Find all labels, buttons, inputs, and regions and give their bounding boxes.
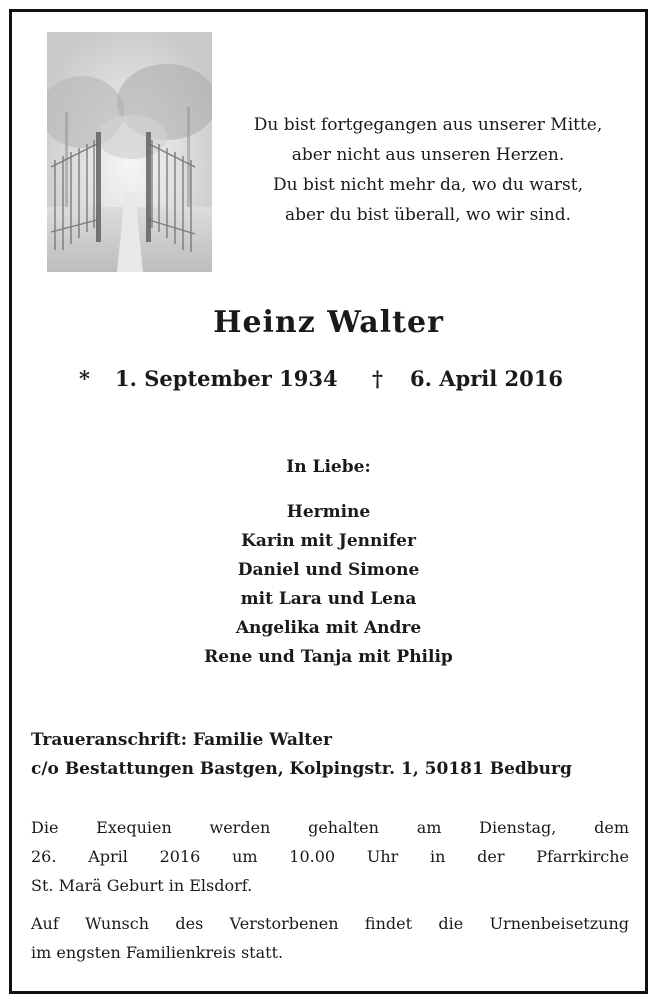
death-date: 6. April 2016 — [410, 366, 563, 391]
notice-line: St. Marä Geburt in Elsdorf. — [31, 876, 253, 895]
mourner-name: Karin mit Jennifer — [241, 531, 416, 551]
mourners-heading: In Liebe: — [286, 457, 371, 477]
mourner-name: Hermine — [286, 502, 371, 522]
poem-line: Du bist fortgegangen aus unserer Mitte, — [253, 115, 603, 135]
deceased-name: Heinz Walter — [213, 305, 444, 340]
poem — [218, 110, 638, 230]
birth-date-line — [79, 366, 338, 391]
address-line-2: c/o Bestattungen Bastgen, Kolpingstr. 1, 50181 Bedburg — [31, 759, 572, 779]
notice-line: im engsten Familienkreis statt. — [31, 943, 284, 962]
mourning-address — [31, 726, 631, 784]
poem-line: aber du bist überall, wo wir sind. — [284, 205, 572, 225]
notice-line: 26. April 2016 um 10.00 Uhr in der Pfarrkirche — [31, 847, 629, 866]
death-cross-icon: † — [372, 366, 383, 391]
address-line-1: Traueranschrift: Familie Walter — [31, 730, 332, 750]
poem-line: Du bist nicht mehr da, wo du warst, — [272, 175, 584, 195]
notice-line: Die Exequien werden gehalten am Dienstag, dem — [31, 818, 629, 837]
death-date-line — [372, 366, 563, 391]
funeral-service-notice — [31, 813, 629, 900]
poem-line: aber nicht aus unseren Herzen. — [291, 145, 565, 165]
birth-date: 1. September 1934 — [115, 366, 338, 391]
mourner-name: Rene und Tanja mit Philip — [204, 647, 453, 667]
urn-burial-notice — [31, 909, 629, 967]
mourners-list — [0, 498, 657, 672]
mourner-name: Daniel und Simone — [237, 560, 420, 580]
notice-line: Auf Wunsch des Verstorbenen findet die Urnenbeisetzung — [31, 914, 629, 933]
mourner-name: Angelika mit Andre — [235, 618, 422, 638]
mourner-name: mit Lara und Lena — [240, 589, 417, 609]
cemetery-gate-icon — [47, 32, 212, 272]
cemetery-gate-image — [47, 32, 212, 272]
birth-star-icon: * — [79, 366, 90, 391]
